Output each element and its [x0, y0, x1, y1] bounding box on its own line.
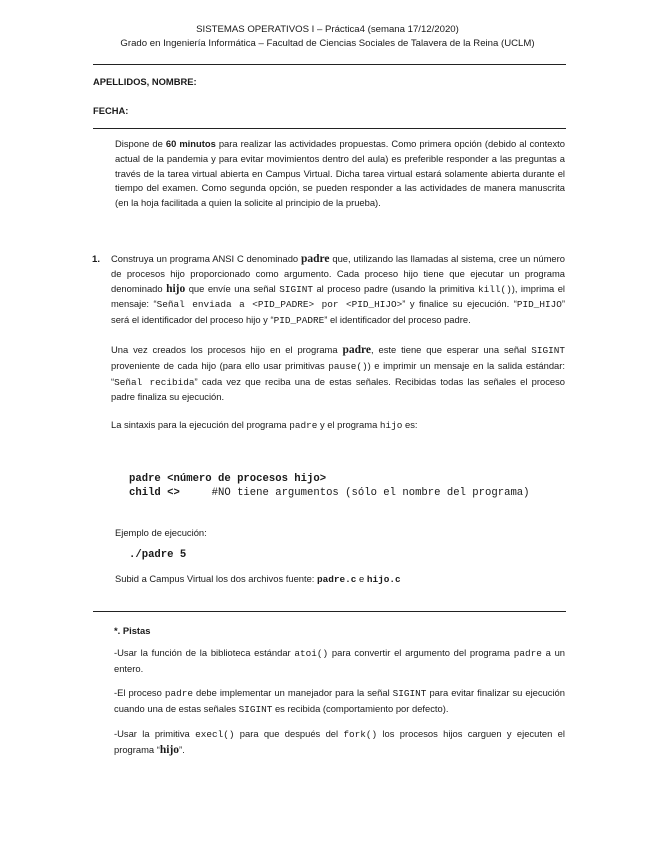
- example-label: Ejemplo de ejecución:: [115, 527, 207, 538]
- exercise-number: 1.: [92, 254, 101, 265]
- divider: [93, 64, 566, 65]
- syntax-line-child: child <> #NO tiene argumentos (sólo el nombre del programa): [129, 487, 530, 499]
- exercise-statement: [111, 252, 565, 434]
- exercise-paragraph-3: La sintaxis para la ejecución del programa padre y el programa hijo es:: [111, 419, 418, 432]
- exercise-paragraph-1: Construya un programa ANSI C denominado padre que, utilizando las llamadas al sistema, cree un número de procesos hijo proporcionado como argumento. Cada proceso hijo tiene que ejecutar un programa denominado hijo que envíe una señal SIGINT al proceso padre (usando la primitiva kill()), imprima el mensaje: “Señal enviada a <PID_PADRE> por <PID_HIJO>” y finalice su ejecución. “PID_HIJO” será el identificador del proceso hijo y “PID_PADRE” el identificador del proceso padre.: [111, 253, 566, 327]
- intro-paragraph: Dispone de 60 minutos para realizar las actividades propuestas. Como primera opción (debido al contexto actual de la pandemia y para evitar movimientos dentro del aula) es preferible responder a las preguntas a través de la tarea virtual abierta en Campus Virtual. Dicha tarea virtual estará solamente abierta durante el tiempo del examen. Como segunda opción, se pueden responder a las actividades de manera manuscrita (en la hoja facilitada a quien la solicite al principio de la prueba).: [115, 138, 565, 209]
- divider: [93, 128, 566, 129]
- example-command: ./padre 5: [129, 549, 187, 561]
- header-degree-line: Grado en Ingeniería Informática – Facultad de Ciencias Sociales de Talavera de la Reina (UCLM): [120, 38, 535, 49]
- hint-1: -Usar la función de la biblioteca estándar atoi() para convertir el argumento del programa padre a un entero.: [114, 647, 565, 674]
- hint-2: -El proceso padre debe implementar un manejador para la señal SIGINT para evitar finalizar su ejecución cuando una de estas señales SIGINT es recibida (comportamiento por defecto).: [114, 687, 565, 715]
- hint-3: -Usar la primitiva execl() para que después del fork() los procesos hijos carguen y ejecuten el programa “hijo”.: [114, 728, 565, 756]
- divider: [93, 611, 566, 612]
- exercise-paragraph-2: Una vez creados los procesos hijo en el programa padre, este tiene que esperar una señal SIGINT proveniente de cada hijo (para ello usar primitivas pause()) e imprimir un mensaje en la salida estándar: “Señal recibida” cada vez que reciba una de estas señales. Recibidas todas las señales el proceso padre finaliza su ejecución.: [111, 343, 566, 403]
- hints-title: *. Pistas: [114, 625, 151, 636]
- date-label: FECHA:: [93, 105, 129, 116]
- submit-instruction: Subid a Campus Virtual los dos archivos fuente: padre.c e hijo.c: [115, 573, 401, 585]
- syntax-line-padre: padre <número de procesos hijo>: [129, 473, 327, 485]
- name-label: APELLIDOS, NOMBRE:: [93, 76, 197, 87]
- header-course-line: SISTEMAS OPERATIVOS I – Práctica4 (semana 17/12/2020): [196, 24, 459, 35]
